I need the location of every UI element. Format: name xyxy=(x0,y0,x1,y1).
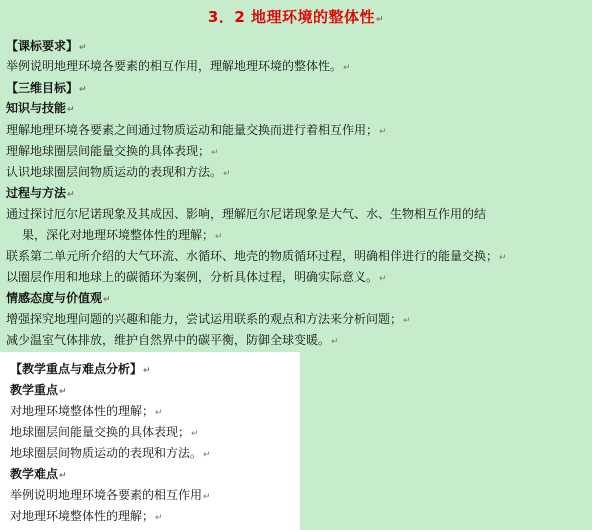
paragraph-mark-icon: ↵ xyxy=(79,85,87,95)
qinggan-line-1-text: 增强探究地理问题的兴趣和能力，尝试运用联系的观点和方法来分析问题； xyxy=(6,312,403,326)
nandian-subheading-text: 教学难点 xyxy=(10,467,59,481)
paragraph-mark-icon: ↵ xyxy=(155,408,163,418)
zhongdian-heading xyxy=(10,361,151,380)
paragraph-mark-icon: ↵ xyxy=(203,450,211,460)
document-title xyxy=(0,6,592,27)
zhongdian-subheading xyxy=(10,382,67,401)
guocheng-heading xyxy=(6,185,75,204)
zhishi-line-3-text: 认识地球圈层间物质运动的表现和方法。 xyxy=(6,165,223,179)
zhishi-line-3 xyxy=(6,164,231,183)
paragraph-mark-icon: ↵ xyxy=(331,337,339,347)
paragraph-mark-icon: ↵ xyxy=(103,295,111,305)
qinggan-line-2-text: 减少温室气体排放，维护自然界中的碳平衡，防御全球变暖。 xyxy=(6,333,331,347)
paragraph-mark-icon: ↵ xyxy=(379,274,387,284)
sanwei-heading xyxy=(6,80,87,99)
paragraph-mark-icon: ↵ xyxy=(211,148,219,158)
paragraph-mark-icon: ↵ xyxy=(376,15,385,25)
zhongdian-line-3-text: 地球圈层间物质运动的表现和方法。 xyxy=(10,446,203,460)
zhongdian-line-2-text: 地球圈层间能量交换的具体表现； xyxy=(10,425,191,439)
paragraph-mark-icon: ↵ xyxy=(143,366,151,376)
zhongdian-line-1-text: 对地理环境整体性的理解； xyxy=(10,404,155,418)
nandian-line-1-text: 举例说明地理环境各要素的相互作用 xyxy=(10,488,203,502)
zhishi-line-1-text: 理解地理环境各要素之间通过物质运动和能量交换而进行着相互作用； xyxy=(6,123,379,137)
guocheng-line-1b xyxy=(22,227,223,246)
kebiao-text xyxy=(6,58,351,77)
guocheng-heading-text: 过程与方法 xyxy=(6,186,67,200)
nandian-line-2-text: 对地理环境整体性的理解； xyxy=(10,509,155,523)
guocheng-line-2 xyxy=(6,248,507,267)
paragraph-mark-icon: ↵ xyxy=(203,492,211,502)
green-background-side xyxy=(300,352,592,530)
paragraph-mark-icon: ↵ xyxy=(215,232,223,242)
nandian-line-1 xyxy=(10,487,211,506)
paragraph-mark-icon: ↵ xyxy=(191,429,199,439)
zhongdian-subheading-text: 教学重点 xyxy=(10,383,59,397)
paragraph-mark-icon: ↵ xyxy=(403,316,411,326)
sanwei-heading-text: 【三维目标】 xyxy=(6,81,79,95)
paragraph-mark-icon: ↵ xyxy=(155,513,163,523)
zhishi-heading-text: 知识与技能 xyxy=(6,101,67,115)
zhishi-heading xyxy=(6,100,75,119)
kebiao-heading xyxy=(6,38,87,57)
zhishi-line-2 xyxy=(6,143,219,162)
kebiao-text-content: 举例说明地理环境各要素的相互作用，理解地理环境的整体性。 xyxy=(6,59,343,73)
guocheng-line-3 xyxy=(6,269,387,288)
paragraph-mark-icon: ↵ xyxy=(379,127,387,137)
guocheng-line-1a xyxy=(6,206,486,223)
zhishi-line-1 xyxy=(6,122,387,141)
zhongdian-line-3 xyxy=(10,445,211,464)
paragraph-mark-icon: ↵ xyxy=(223,169,231,179)
paragraph-mark-icon: ↵ xyxy=(79,43,87,53)
qinggan-heading-text: 情感态度与价值观 xyxy=(6,291,103,305)
kebiao-heading-text: 【课标要求】 xyxy=(6,39,79,53)
paragraph-mark-icon: ↵ xyxy=(59,387,67,397)
qinggan-heading xyxy=(6,290,111,309)
title-text: 3．2 地理环境的整体性 xyxy=(207,8,376,26)
guocheng-line-2-text: 联系第二单元所介绍的大气环流、水循环、地壳的物质循环过程，明确相伴进行的能量交换； xyxy=(6,249,499,263)
nandian-line-2 xyxy=(10,508,163,527)
zhongdian-line-2 xyxy=(10,424,199,443)
paragraph-mark-icon: ↵ xyxy=(67,105,75,115)
paragraph-mark-icon: ↵ xyxy=(343,63,351,73)
guocheng-line-3-text: 以圈层作用和地球上的碳循环为案例，分析具体过程，明确实际意义。 xyxy=(6,270,379,284)
guocheng-line-1a-text: 通过探讨厄尔尼诺现象及其成因、影响，理解厄尔尼诺现象是大气、水、生物相互作用的结 xyxy=(6,207,487,221)
paragraph-mark-icon: ↵ xyxy=(59,471,67,481)
zhishi-line-2-text: 理解地球圈层间能量交换的具体表现； xyxy=(6,144,211,158)
paragraph-mark-icon: ↵ xyxy=(499,253,507,263)
paragraph-mark-icon: ↵ xyxy=(67,190,75,200)
nandian-subheading xyxy=(10,466,67,485)
zhongdian-heading-text: 【教学重点与难点分析】 xyxy=(10,362,143,376)
qinggan-line-2 xyxy=(6,332,339,351)
qinggan-line-1 xyxy=(6,311,411,330)
guocheng-line-1b-text: 果，深化对地理环境整体性的理解； xyxy=(22,228,215,242)
zhongdian-line-1 xyxy=(10,403,163,422)
